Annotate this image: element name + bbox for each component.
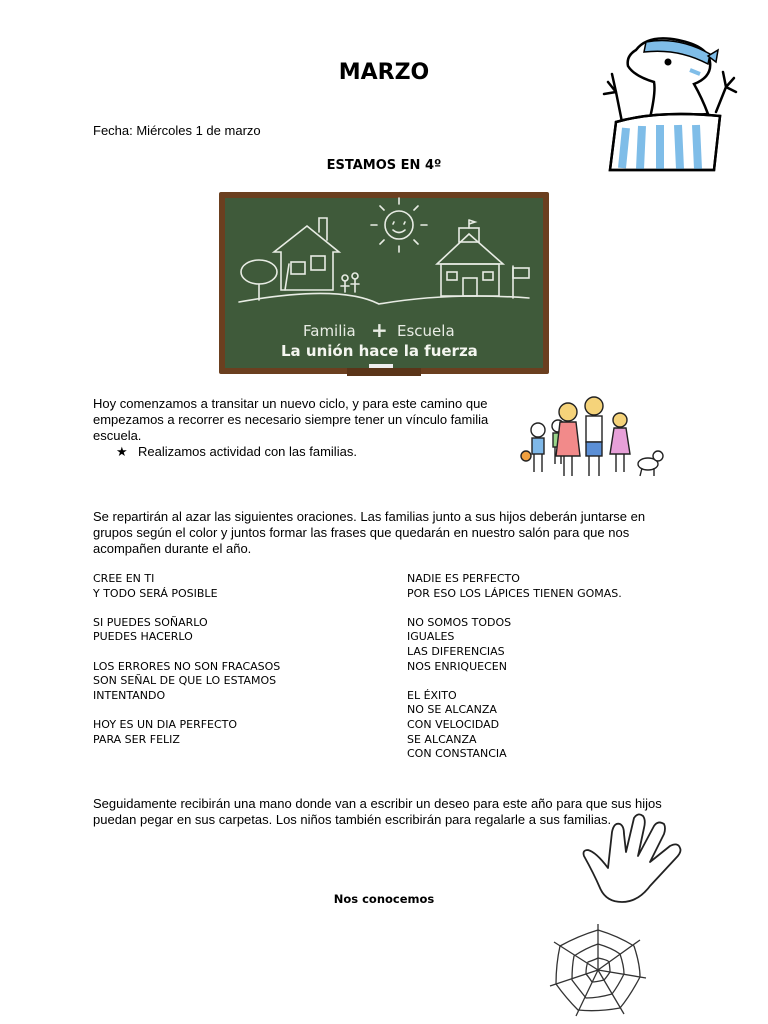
date-line: Fecha: Miércoles 1 de marzo xyxy=(93,123,261,138)
family-drawing-icon xyxy=(518,394,666,480)
chalkboard-text-escuela: Escuela xyxy=(397,322,455,340)
phrase-line: SON SEÑAL DE QUE LO ESTAMOS xyxy=(93,674,277,688)
phrase-line: NOS ENRIQUECEN xyxy=(407,659,507,673)
activity-paragraph: Se repartirán al azar las siguientes oraciones. Las familias junto a sus hijos deberán juntarse en grupos según el color y juntos formar las frases que quedarán en nuestro salón para que nos acompañen durante el año. xyxy=(93,509,646,556)
phrase-line: POR ESO LOS LÁPICES TIENEN GOMAS. xyxy=(407,586,622,600)
bullet-item xyxy=(116,444,357,460)
star-bullet-icon: ★ xyxy=(116,444,128,459)
phrase-line: SI PUEDES SOÑARLO xyxy=(93,615,208,629)
phrase-line: IGUALES xyxy=(407,630,455,644)
phrase-line: NADIE ES PERFECTO xyxy=(407,572,520,585)
chalkboard-illustration xyxy=(219,192,549,380)
phrase-line: INTENTANDO xyxy=(93,688,166,702)
phrase-line: HOY ES UN DIA PERFECTO xyxy=(93,717,238,731)
grade-heading: ESTAMOS EN 4º xyxy=(326,158,442,173)
phrase-line: PUEDES HACERLO xyxy=(93,630,193,644)
page-title: MARZO xyxy=(338,60,430,85)
phrase-line: Y TODO SERÁ POSIBLE xyxy=(93,586,218,600)
chalkboard-text-plus: + xyxy=(371,318,388,342)
intro-paragraph: Hoy comenzamos a transitar un nuevo ciclo, y para este camino que empezamos a recorrer es necesario siempre tener un vínculo familia escuela. xyxy=(93,396,489,443)
phrases-left-column xyxy=(93,572,280,747)
chalkboard-text-familia: Familia xyxy=(303,322,356,340)
phrase-line: EL ÉXITO xyxy=(407,688,457,702)
spiderweb-icon xyxy=(548,922,648,1018)
phrase-line: NO SE ALCANZA xyxy=(407,703,497,717)
phrases-right-column xyxy=(407,572,622,762)
phrase-line: SE ALCANZA xyxy=(407,732,477,746)
phrase-line: LAS DIFERENCIAS xyxy=(407,644,505,658)
closing-heading: Nos conocemos xyxy=(333,892,435,906)
phrase-line: CREE EN TI xyxy=(93,572,155,585)
phrase-line: CON CONSTANCIA xyxy=(407,747,507,761)
cartoon-character-icon xyxy=(598,32,743,177)
phrase-line: LOS ERRORES NO SON FRACASOS xyxy=(93,659,281,673)
bullet-text: Realizamos actividad con las familias. xyxy=(138,444,357,459)
phrase-line: CON VELOCIDAD xyxy=(407,717,500,731)
phrase-line: PARA SER FELIZ xyxy=(93,732,180,746)
chalkboard-motto: La unión hace la fuerza xyxy=(281,342,478,360)
hand-activity-paragraph: Seguidamente recibirán una mano donde van a escribir un deseo para este año para que sus hijos puedan pegar en sus carpetas. Los niños también escribirán para regalarle a sus familias. xyxy=(93,796,662,827)
phrase-line: NO SOMOS TODOS xyxy=(407,615,512,629)
